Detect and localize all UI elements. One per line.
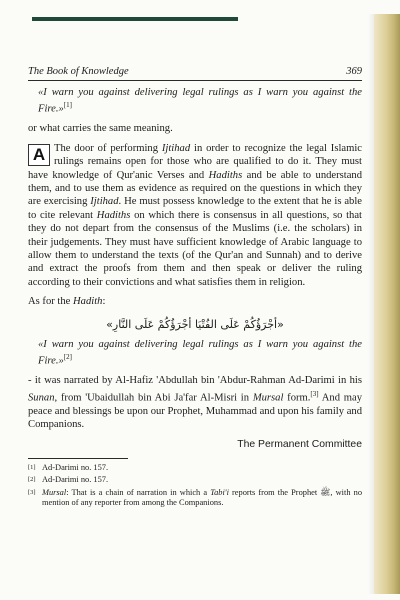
narration-paragraph: - it was narrated by Al-Hafiz 'Abdullah bin 'Abdur-Rahman Ad-Darimi in his Sunan, from 'Ubaidullah bin Abi Ja'far Al-Misri in Mursal form.[3] And may peace and blessings be upon our Prophet, Muhammad and upon his family and Companions. xyxy=(28,375,362,431)
header-rule xyxy=(28,80,362,81)
footnote-item: [3] Mursal: That is a chain of narration in which a Tabi'i reports from the Prophet ﷺ, with no mention of any reporter from among the Companions. xyxy=(28,487,363,508)
footnote-ref-2: [2] xyxy=(63,353,72,362)
hadith-quote-2: «I warn you against delivering legal rulings as I warn you against the Fire.»[2] xyxy=(38,339,362,367)
hadith-quote-1: «I warn you against delivering legal rulings as I warn you against the Fire.»[1] xyxy=(38,87,362,115)
footnote-ref-3: [3] xyxy=(310,389,319,398)
after-quote-line: or what carries the same meaning. xyxy=(28,123,173,135)
drop-cap-letter: A xyxy=(28,144,50,166)
top-green-rule xyxy=(32,17,238,21)
page-number: 369 xyxy=(346,66,362,77)
footnote-item: [1] Ad-Darimi no. 157. xyxy=(28,462,109,472)
header-title: The Book of Knowledge xyxy=(28,66,129,77)
book-spine-edge xyxy=(374,14,400,594)
ijtihad-paragraph: A The door of performing Ijtihad in order to recognize the legal Islamic rulings remains open for those who are qualified to do it. They must have knowledge of Qur'anic Verses and Hadiths and be able to understand them, and to use them as evidence as required on the questions in which they are exercising Ijtihad. He must possess knowledge to the extent that he is able to cite relevant Hadiths on which there is consensus in all questions, so that they do not depart from the consensus of the Muslims (i.e. the scholars) in their judgements. They must have sufficient knowledge of Arabic language to allow them to understand the texts (of the Qur'an and Sunnah) and to derive and extract the proofs from them and then speak or deliver the ruling according to their convictions and what satisfies them in religion. xyxy=(28,142,363,288)
signature: The Permanent Committee xyxy=(237,438,362,450)
running-header xyxy=(28,66,362,81)
footnote-item: [2] Ad-Darimi no. 157. xyxy=(28,475,109,485)
footnote-rule xyxy=(28,458,128,459)
footnotes xyxy=(28,463,362,509)
page-body xyxy=(28,86,362,511)
footnote-ref-1: [1] xyxy=(63,101,72,110)
hadith-intro: As for the Hadith: xyxy=(28,296,106,308)
arabic-hadith-text: «أجْرَؤُكُمْ عَلَى الفُتْيَا أجْرَؤُكُمْ عَلَى النَّارِ» xyxy=(106,317,284,331)
